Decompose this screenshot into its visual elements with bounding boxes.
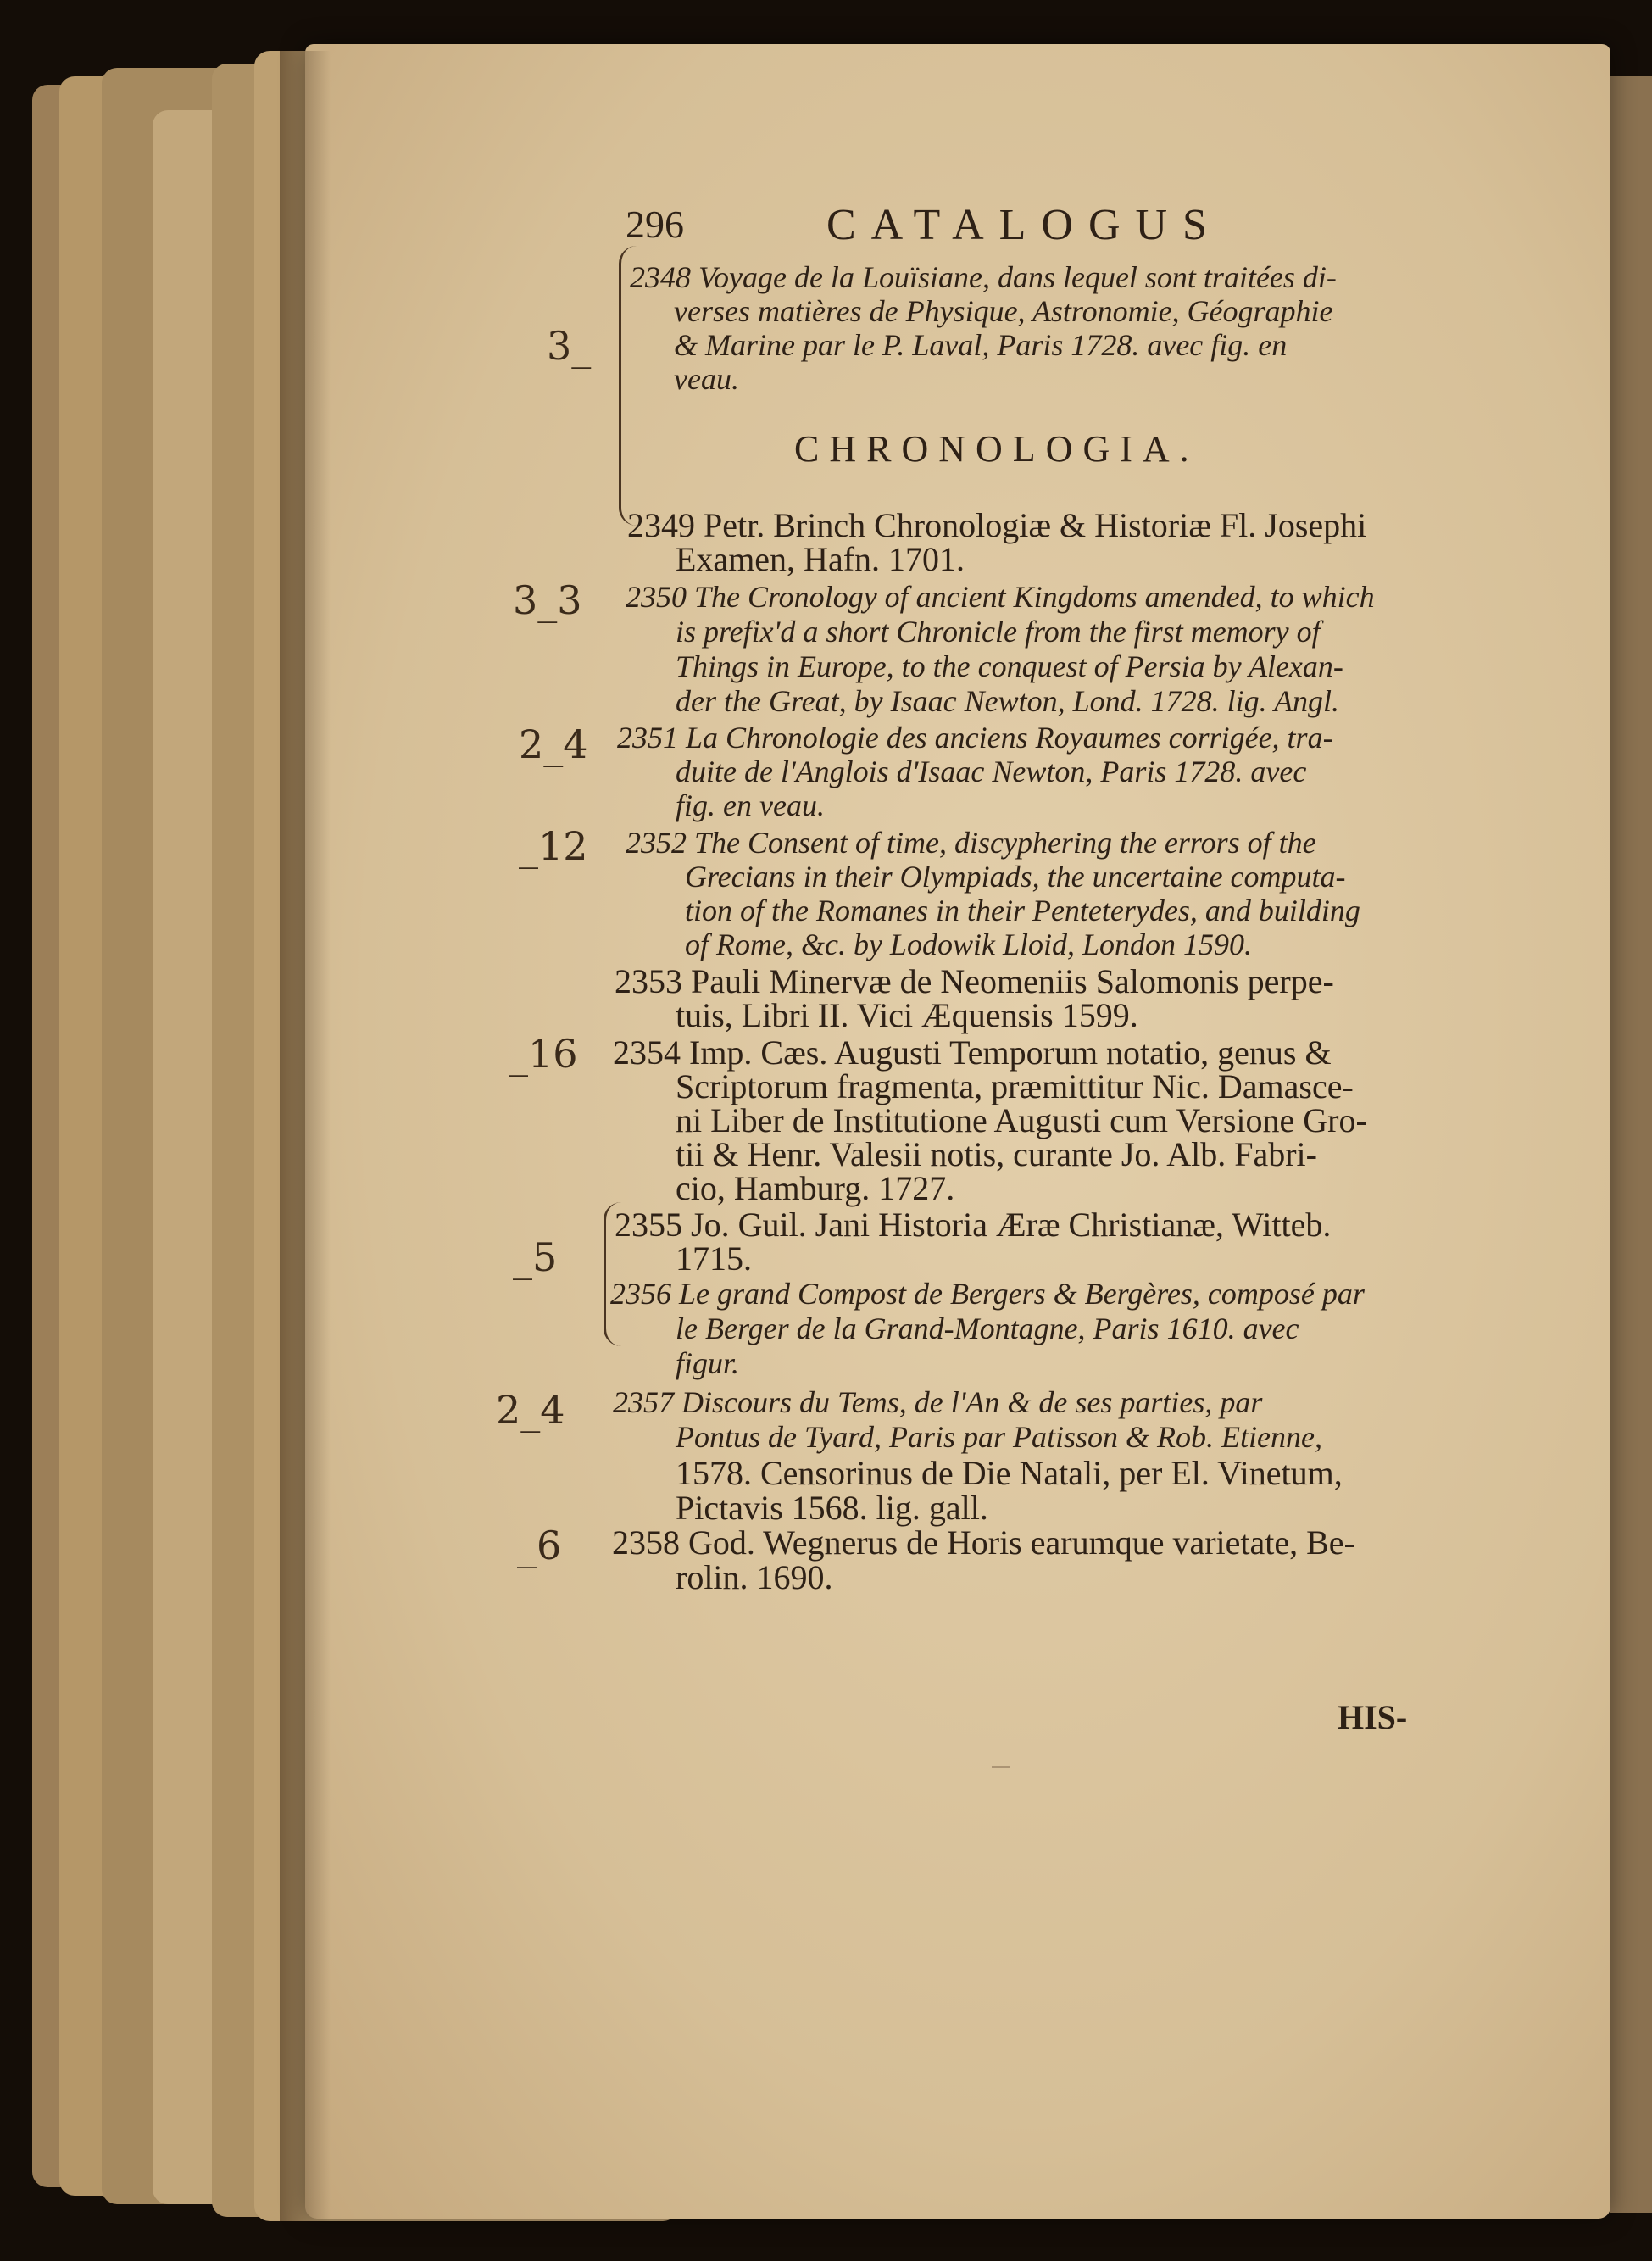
entry-line: Grecians in their Olympiads, the uncertaine computa- xyxy=(685,860,1346,894)
entry-line: veau. xyxy=(674,362,739,396)
marginal-price: _12 xyxy=(519,823,588,869)
marginal-price: 3_ xyxy=(547,323,592,369)
entry-line: 2358 God. Wegnerus de Horis earumque varietate, Be- xyxy=(612,1523,1355,1562)
entry-line: 2357 Discours du Tems, de l'An & de ses parties, par xyxy=(613,1385,1263,1419)
catch-word: HIS- xyxy=(1338,1698,1408,1736)
entry-line: Examen, Hafn. 1701. xyxy=(676,540,965,578)
entry-line: 2352 The Consent of time, discyphering the errors of the xyxy=(626,826,1316,860)
entry-line: 2351 La Chronologie des anciens Royaumes corrigée, tra- xyxy=(617,721,1333,755)
entry-line: duite de l'Anglois d'Isaac Newton, Paris 1728. avec xyxy=(676,755,1307,788)
entry-line: 2349 Petr. Brinch Chronologiæ & Historiæ Fl. Josephi xyxy=(627,506,1367,544)
entry-line: tuis, Libri II. Vici Æquensis 1599. xyxy=(676,996,1138,1034)
marginal-price: _5 xyxy=(513,1234,558,1280)
entry-line: figur. xyxy=(676,1346,740,1380)
running-head: CATALOGUS xyxy=(826,201,1222,249)
entry-line: Things in Europe, to the conquest of Persia by Alexan- xyxy=(676,649,1343,683)
page-number: 296 xyxy=(626,203,684,246)
entry-line: & Marine par le P. Laval, Paris 1728. avec fig. en xyxy=(674,328,1288,362)
entry-line: of Rome, &c. by Lodowik Lloid, London 1590. xyxy=(685,927,1252,961)
entry-line: le Berger de la Grand-Montagne, Paris 1610. avec xyxy=(676,1311,1299,1345)
entry-line: Pictavis 1568. lig. gall. xyxy=(676,1489,988,1527)
entry-line: tii & Henr. Valesii notis, curante Jo. Alb. Fabri- xyxy=(676,1135,1317,1173)
facing-page-edge xyxy=(1610,76,1652,2213)
entry-line: der the Great, by Isaac Newton, Lond. 1728. lig. Angl. xyxy=(676,684,1339,718)
marginal-price: 2_4 xyxy=(496,1387,565,1433)
marginal-price: 2_4 xyxy=(519,721,588,767)
marginal-price: _16 xyxy=(509,1031,578,1077)
entry-line: 2353 Pauli Minervæ de Neomeniis Salomonis perpe- xyxy=(615,962,1334,1000)
entry-line: Scriptorum fragmenta, præmittitur Nic. Damasce- xyxy=(676,1067,1354,1105)
entry-line: 2356 Le grand Compost de Bergers & Bergères, composé par xyxy=(610,1277,1365,1311)
entry-line: 1578. Censorinus de Die Natali, per El. Vinetum, xyxy=(676,1454,1343,1492)
entry-line: fig. en veau. xyxy=(676,788,825,822)
entry-line: cio, Hamburg. 1727. xyxy=(676,1169,955,1207)
section-heading: CHRONOLOGIA. xyxy=(794,428,1199,470)
entry-line: 2350 The Cronology of ancient Kingdoms amended, to which xyxy=(626,580,1375,614)
entry-line: 2348 Voyage de la Louïsiane, dans lequel sont traitées di- xyxy=(630,260,1337,294)
entry-line: Pontus de Tyard, Paris par Patisson & Rob. Etienne, xyxy=(676,1420,1322,1454)
marginal-price: _6 xyxy=(517,1523,562,1568)
entry-line: ni Liber de Institutione Augusti cum Versione Gro- xyxy=(676,1101,1367,1139)
entry-line: is prefix'd a short Chronicle from the first memory of xyxy=(676,615,1321,649)
signature-mark xyxy=(992,1742,1010,1768)
entry-line: verses matières de Physique, Astronomie, Géographie xyxy=(674,294,1333,328)
entry-line: tion of the Romanes in their Penteterydes, and building xyxy=(685,894,1360,927)
spine-shadow xyxy=(280,51,331,2221)
entry-line: rolin. 1690. xyxy=(676,1558,833,1596)
marginal-price: 3_3 xyxy=(513,577,582,623)
entry-line: 1715. xyxy=(676,1239,752,1278)
entry-line: 2354 Imp. Cæs. Augusti Temporum notatio, genus & xyxy=(613,1033,1332,1072)
entry-line: 2355 Jo. Guil. Jani Historia Æræ Christianæ, Witteb. xyxy=(615,1206,1332,1244)
